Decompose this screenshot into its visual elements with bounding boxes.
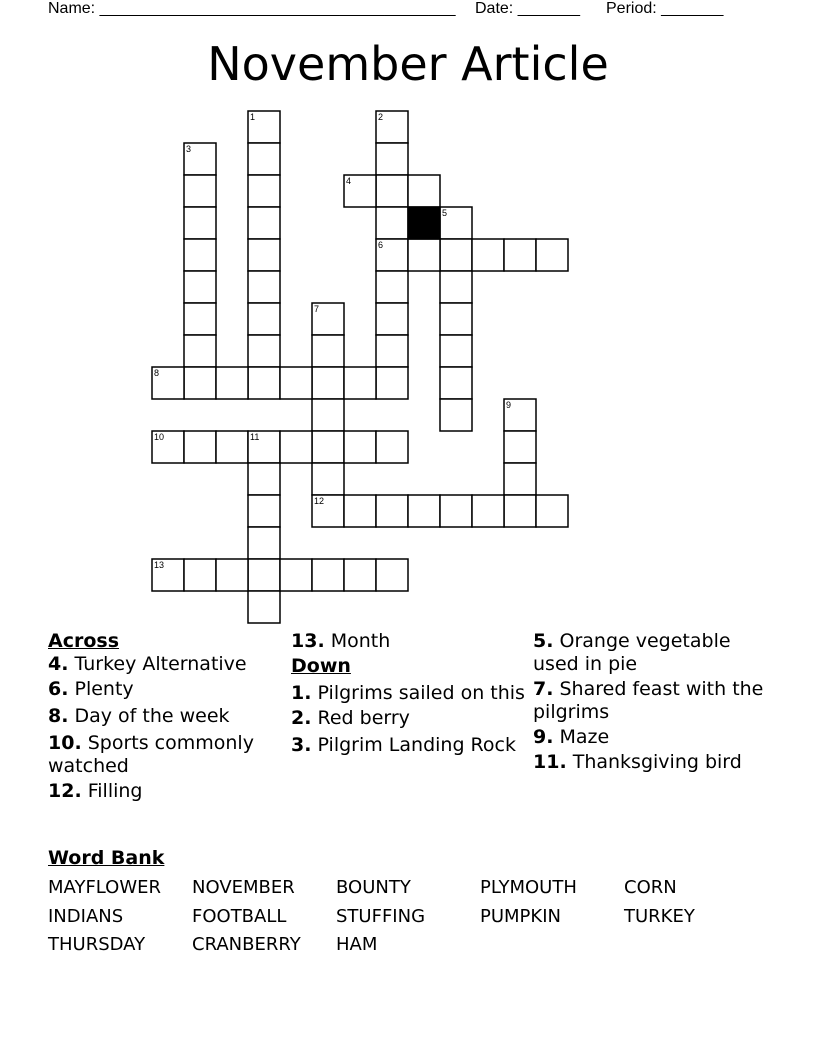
grid-cell[interactable]	[504, 495, 536, 527]
grid-cell[interactable]	[376, 143, 408, 175]
word-bank-item: FOOTBALL	[192, 905, 287, 927]
cell-number: 7	[314, 304, 320, 314]
clue-down-5: 5. Orange vegetable used in pie	[533, 630, 731, 675]
grid-cell[interactable]	[440, 239, 472, 271]
grid-cell[interactable]	[408, 495, 440, 527]
word-bank-item: NOVEMBER	[192, 877, 295, 898]
grid-cell[interactable]	[248, 303, 280, 335]
grid-cell[interactable]	[248, 559, 280, 591]
grid-cell[interactable]	[184, 367, 216, 399]
clues-column-3	[533, 630, 773, 776]
grid-cell[interactable]	[376, 367, 408, 399]
grid-cell[interactable]	[472, 495, 504, 527]
clue-down-2: 2. Red berry	[291, 707, 410, 729]
clue-down-3: 3. Pilgrim Landing Rock	[291, 734, 516, 756]
grid-cell[interactable]	[280, 559, 312, 591]
clue-down-9: 9. Maze	[533, 726, 610, 748]
grid-cell[interactable]	[248, 463, 280, 495]
black-cell	[408, 207, 440, 239]
word-bank-item: PLYMOUTH	[480, 877, 577, 898]
date-field[interactable]: Date: _______	[475, 0, 580, 17]
clue-down-11: 11. Thanksgiving bird	[533, 751, 742, 773]
grid-cell[interactable]	[248, 591, 280, 623]
grid-cell[interactable]	[408, 175, 440, 207]
grid-cell[interactable]	[248, 367, 280, 399]
grid-cell[interactable]	[248, 143, 280, 175]
grid-cell[interactable]	[248, 527, 280, 559]
grid-cell[interactable]	[344, 559, 376, 591]
grid-cell[interactable]	[376, 559, 408, 591]
grid-cell[interactable]	[536, 495, 568, 527]
grid-cell[interactable]	[248, 271, 280, 303]
cell-number: 8	[154, 368, 160, 378]
grid-cell[interactable]	[248, 207, 280, 239]
grid-cell[interactable]	[440, 271, 472, 303]
grid-cell[interactable]	[280, 431, 312, 463]
cell-number: 11	[250, 432, 260, 442]
word-bank	[48, 874, 768, 960]
grid-cell[interactable]	[184, 239, 216, 271]
grid-cell[interactable]	[184, 175, 216, 207]
grid-cell[interactable]	[344, 495, 376, 527]
puzzle-title: November Article	[207, 37, 609, 91]
grid-cell[interactable]	[440, 303, 472, 335]
cell-number: 2	[378, 112, 384, 122]
cell-number: 5	[442, 208, 448, 218]
cell-number: 1	[250, 112, 256, 122]
word-bank-item: THURSDAY	[48, 934, 146, 955]
grid-cell[interactable]	[472, 239, 504, 271]
grid-cell[interactable]	[376, 175, 408, 207]
cell-number: 4	[346, 176, 352, 186]
cell-number: 6	[378, 240, 384, 250]
cell-number: 9	[506, 400, 512, 410]
word-bank-item: INDIANS	[48, 905, 124, 927]
grid-cell[interactable]	[184, 303, 216, 335]
clue-down-1: 1. Pilgrims sailed on this	[291, 682, 525, 704]
grid-cell[interactable]	[344, 367, 376, 399]
grid-cell[interactable]	[376, 335, 408, 367]
clue-across-13: 13. Month	[291, 630, 391, 652]
grid-cell[interactable]	[312, 335, 344, 367]
word-bank-item: STUFFING	[336, 905, 426, 927]
word-bank-item: MAYFLOWER	[48, 877, 162, 898]
clue-down-7: 7. Shared feast with the pilgrims	[533, 678, 764, 723]
cell-number: 10	[154, 432, 165, 442]
grid-cell[interactable]	[504, 431, 536, 463]
grid-cell[interactable]	[376, 207, 408, 239]
clues-column-1	[48, 630, 284, 805]
grid-cell[interactable]	[184, 335, 216, 367]
grid-cell[interactable]	[376, 431, 408, 463]
grid-cell[interactable]	[184, 207, 216, 239]
grid-cell[interactable]	[216, 367, 248, 399]
clue-across-12: 12. Filling	[48, 780, 143, 802]
cell-number: 13	[154, 560, 165, 570]
grid-cell[interactable]	[312, 559, 344, 591]
grid-cell[interactable]	[280, 367, 312, 399]
word-bank-item: CRANBERRY	[192, 934, 301, 955]
word-bank-item: CORN	[624, 877, 677, 898]
grid-cell[interactable]	[216, 559, 248, 591]
grid-cell[interactable]	[248, 239, 280, 271]
grid-cell[interactable]	[312, 431, 344, 463]
grid-cell[interactable]	[312, 367, 344, 399]
grid-cell[interactable]	[216, 431, 248, 463]
word-bank-item: BOUNTY	[336, 877, 411, 898]
grid-cell[interactable]	[184, 559, 216, 591]
grid-cell[interactable]	[440, 399, 472, 431]
word-bank-item: HAM	[336, 934, 378, 955]
grid-cell[interactable]	[408, 239, 440, 271]
grid-cell[interactable]	[376, 495, 408, 527]
grid-cell[interactable]	[248, 335, 280, 367]
grid-cell[interactable]	[312, 463, 344, 495]
name-field[interactable]: Name: ________________________________________	[48, 0, 456, 17]
grid-cell[interactable]	[184, 271, 216, 303]
grid-cell[interactable]	[248, 495, 280, 527]
clue-across-8: 8. Day of the week	[48, 705, 230, 727]
grid-cell[interactable]	[504, 239, 536, 271]
period-field[interactable]: Period: _______	[606, 0, 724, 17]
across-heading: Across	[48, 630, 120, 652]
grid-cell[interactable]	[312, 399, 344, 431]
grid-cell[interactable]	[184, 431, 216, 463]
word-bank-item: PUMPKIN	[480, 905, 561, 927]
clue-across-10: 10. Sports commonly watched	[48, 732, 254, 777]
grid-cell[interactable]	[344, 431, 376, 463]
grid-cell[interactable]	[440, 367, 472, 399]
grid-cell[interactable]	[376, 271, 408, 303]
clues-column-2	[291, 630, 527, 759]
cell-number: 3	[186, 144, 192, 154]
grid-cell[interactable]	[504, 463, 536, 495]
grid-cell[interactable]	[440, 495, 472, 527]
down-heading: Down	[291, 655, 351, 677]
clue-across-6: 6. Plenty	[48, 678, 134, 700]
clue-across-4: 4. Turkey Alternative	[48, 653, 247, 675]
grid-cell[interactable]	[376, 303, 408, 335]
word-bank-item: TURKEY	[624, 905, 695, 927]
grid-cell[interactable]	[248, 175, 280, 207]
grid-cell[interactable]	[440, 335, 472, 367]
clues-section	[0, 630, 816, 840]
word-bank-title: Word Bank	[48, 847, 165, 869]
grid-cell[interactable]	[536, 239, 568, 271]
cell-number: 12	[314, 496, 325, 506]
